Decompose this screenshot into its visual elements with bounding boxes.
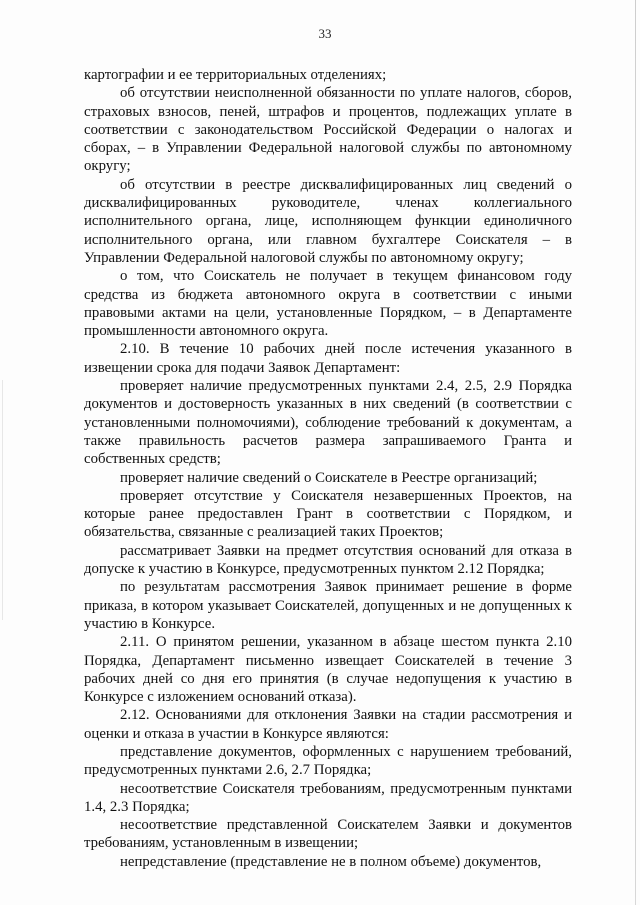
scan-edge-left: [2, 380, 3, 620]
paragraph: 2.11. О принятом решении, указанном в абзаце шестом пункта 2.10 Порядка, Департамент письменно извещает Соискателей в течение 3 рабочих дней со дня его принятия (в случае недопущения к участию в Конкурсе с изложением оснований отказа).: [84, 634, 572, 706]
paragraph: несоответствие Соискателя требованиям, предусмотренным пунктами 1.4, 2.3 Порядка;: [84, 780, 572, 815]
page-number: 33: [318, 26, 332, 41]
paragraph: проверяет отсутствие у Соискателя незавершенных Проектов, на которые ранее предоставлен Грант в соответствии с Порядком, и обязательства, связанные с реализацией таких Проектов;: [84, 487, 572, 541]
paragraph: картографии и ее территориальных отделениях;: [84, 67, 387, 83]
paragraph: непредставление (представление не в полном объеме) документов,: [120, 853, 542, 870]
paragraph: по результатам рассмотрения Заявок принимает решение в форме приказа, в котором указывает Соискателей, допущенных и не допущенных к участию в Конкурсе.: [84, 579, 572, 632]
paragraph: рассматривает Заявки на предмет отсутствия оснований для отказа в допуске к участию в Конкурсе, предусмотренных пунктом 2.12 Порядка;: [84, 542, 572, 578]
paragraph: об отсутствии в реестре дисквалифицированных лиц сведений о дисквалифицированных руководителе, членах коллегиального исполнительного органа, лице, исполняющем функции единоличного исполнительного органа, или главном бухгалтере Соискателя – в Управлении Федеральной налоговой службы по автономному округу;: [84, 176, 572, 266]
paragraph: 2.12. Основаниями для отклонения Заявки на стадии рассмотрения и оценки и отказа в участии в Конкурсе являются:: [84, 707, 572, 742]
paragraph: 2.10. В течение 10 рабочих дней после истечения указанного в извещении срока для подачи Заявок Департамент:: [84, 341, 572, 376]
paragraph: несоответствие представленной Соискателем Заявки и документов требованиям, установленным в извещении;: [84, 817, 572, 852]
paragraph: представление документов, оформленных с нарушением требований, предусмотренных пунктами 2.6, 2.7 Порядка;: [84, 743, 572, 779]
paragraph: об отсутствии неисполненной обязанности по уплате налогов, сборов, страховых взносов, пеней, штрафов и процентов, подлежащих уплате в соответствии с законодательством Российской Федерации о налогах и сборах, – в Управлении Федеральной налоговой службы по автономному округу;: [84, 85, 572, 175]
scan-edge: [635, 0, 636, 905]
paragraph: о том, что Соискатель не получает в текущем финансовом году средства из бюджета автономного округа в соответствии с иными правовыми актами на цели, установленные Порядком, – в Департаменте промышленности автономного округа.: [84, 268, 572, 340]
paragraph: проверяет наличие сведений о Соискателе в Реестре организаций;: [120, 469, 538, 486]
document-body: [84, 66, 572, 871]
paragraph: проверяет наличие предусмотренных пунктами 2.4, 2.5, 2.9 Порядка документов и достоверность указанных в них сведений (в соответствии с установленными полномочиями), соблюдение требований к документам, а также правильность расчетов размера запрашиваемого Гранта и собственных средств;: [84, 378, 572, 468]
